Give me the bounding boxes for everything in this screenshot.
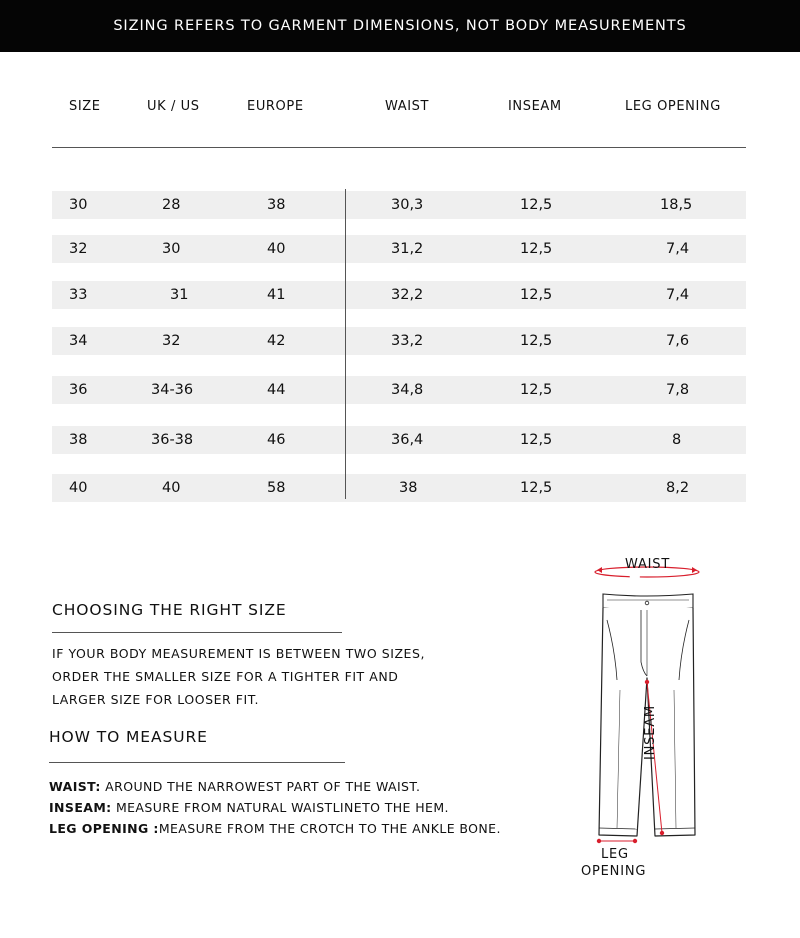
leg-opening-dot-right — [633, 839, 637, 843]
table-row — [52, 327, 746, 355]
leg-opening-dot-left — [597, 839, 601, 843]
waist-cell: 30,3 — [391, 197, 424, 213]
leg-opening-cell: 18,5 — [660, 197, 693, 213]
choosing-line: IF YOUR BODY MEASUREMENT IS BETWEEN TWO SIZES, — [52, 646, 426, 661]
uk-us-cell: 31 — [170, 287, 189, 303]
inseam-cell: 12,5 — [520, 287, 553, 303]
table-row — [52, 376, 746, 404]
column-header-waist: WAIST — [385, 99, 430, 114]
inseam-cell: 12,5 — [520, 480, 553, 496]
europe-cell: 46 — [267, 432, 286, 448]
europe-cell: 44 — [267, 382, 286, 398]
size-cell: 33 — [69, 287, 88, 303]
choosing-divider — [52, 632, 342, 633]
table-row — [52, 474, 746, 502]
leg-label-1: LEG — [601, 847, 629, 862]
measure-label: INSEAM: — [49, 800, 112, 815]
table-row — [52, 281, 746, 309]
leg-opening-cell: 8,2 — [666, 480, 690, 496]
europe-cell: 40 — [267, 241, 286, 257]
waist-cell: 36,4 — [391, 432, 424, 448]
uk-us-cell: 32 — [162, 333, 181, 349]
inseam-cell: 12,5 — [520, 197, 553, 213]
waist-cell: 32,2 — [391, 287, 424, 303]
column-header-uk-us: UK / US — [147, 99, 200, 114]
europe-cell: 58 — [267, 480, 286, 496]
waist-cell: 33,2 — [391, 333, 424, 349]
leg-label-2: OPENING — [581, 864, 647, 879]
size-cell: 34 — [69, 333, 88, 349]
table-row — [52, 191, 746, 219]
inseam-cell: 12,5 — [520, 382, 553, 398]
how-to-measure-title: HOW TO MEASURE — [49, 728, 208, 746]
waist-label: WAIST — [625, 557, 671, 572]
uk-us-cell: 30 — [162, 241, 181, 257]
page-banner: SIZING REFERS TO GARMENT DIMENSIONS, NOT BODY MEASUREMENTS — [0, 0, 800, 52]
table-row — [52, 426, 746, 454]
inseam-cell: 12,5 — [520, 333, 553, 349]
size-cell: 40 — [69, 480, 88, 496]
measure-label: WAIST: — [49, 779, 101, 794]
leg-opening-cell: 7,4 — [666, 241, 690, 257]
waist-cell: 31,2 — [391, 241, 424, 257]
header-divider — [52, 147, 746, 148]
leg-opening-cell: 8 — [672, 432, 682, 448]
column-header-size: SIZE — [69, 99, 101, 114]
measure-label: LEG OPENING : — [49, 821, 159, 836]
choosing-line: LARGER SIZE FOR LOOSER FIT. — [52, 692, 260, 707]
inseam-cell: 12,5 — [520, 432, 553, 448]
measure-waist — [49, 779, 420, 794]
europe-cell: 41 — [267, 287, 286, 303]
waist-arrow-head-right — [692, 567, 697, 573]
europe-cell: 42 — [267, 333, 286, 349]
choosing-line: ORDER THE SMALLER SIZE FOR A TIGHTER FIT AND — [52, 669, 399, 684]
measure-text: MEASURE FROM NATURAL WAISTLINETO THE HEM. — [111, 800, 449, 815]
measure-inseam — [49, 800, 449, 815]
column-header-leg-opening: LEG OPENING — [625, 99, 721, 114]
measure-text: MEASURE FROM THE CROTCH TO THE ANKLE BONE. — [158, 821, 501, 836]
inseam-label: INSEAM — [643, 705, 658, 760]
size-cell: 38 — [69, 432, 88, 448]
leg-opening-cell: 7,6 — [666, 333, 690, 349]
size-cell: 32 — [69, 241, 88, 257]
leg-opening-cell: 7,8 — [666, 382, 690, 398]
column-divider — [345, 189, 346, 499]
column-header-europe: EUROPE — [247, 99, 304, 114]
how-to-measure-divider — [49, 762, 345, 763]
measure-leg-opening — [49, 821, 501, 836]
choosing-title: CHOOSING THE RIGHT SIZE — [52, 601, 287, 619]
size-cell: 30 — [69, 197, 88, 213]
leg-opening-cell: 7,4 — [666, 287, 690, 303]
size-cell: 36 — [69, 382, 88, 398]
uk-us-cell: 28 — [162, 197, 181, 213]
inseam-dot-top — [645, 680, 649, 684]
uk-us-cell: 40 — [162, 480, 181, 496]
waist-cell: 38 — [399, 480, 418, 496]
uk-us-cell: 36-38 — [151, 432, 194, 448]
column-header-inseam: INSEAM — [508, 99, 562, 114]
inseam-dot-bottom — [660, 831, 664, 835]
europe-cell: 38 — [267, 197, 286, 213]
pants-diagram — [575, 550, 725, 890]
measure-text: AROUND THE NARROWEST PART OF THE WAIST. — [100, 779, 421, 794]
inseam-cell: 12,5 — [520, 241, 553, 257]
waist-cell: 34,8 — [391, 382, 424, 398]
waist-arrow-head-left — [597, 567, 602, 573]
uk-us-cell: 34-36 — [151, 382, 194, 398]
table-row — [52, 235, 746, 263]
